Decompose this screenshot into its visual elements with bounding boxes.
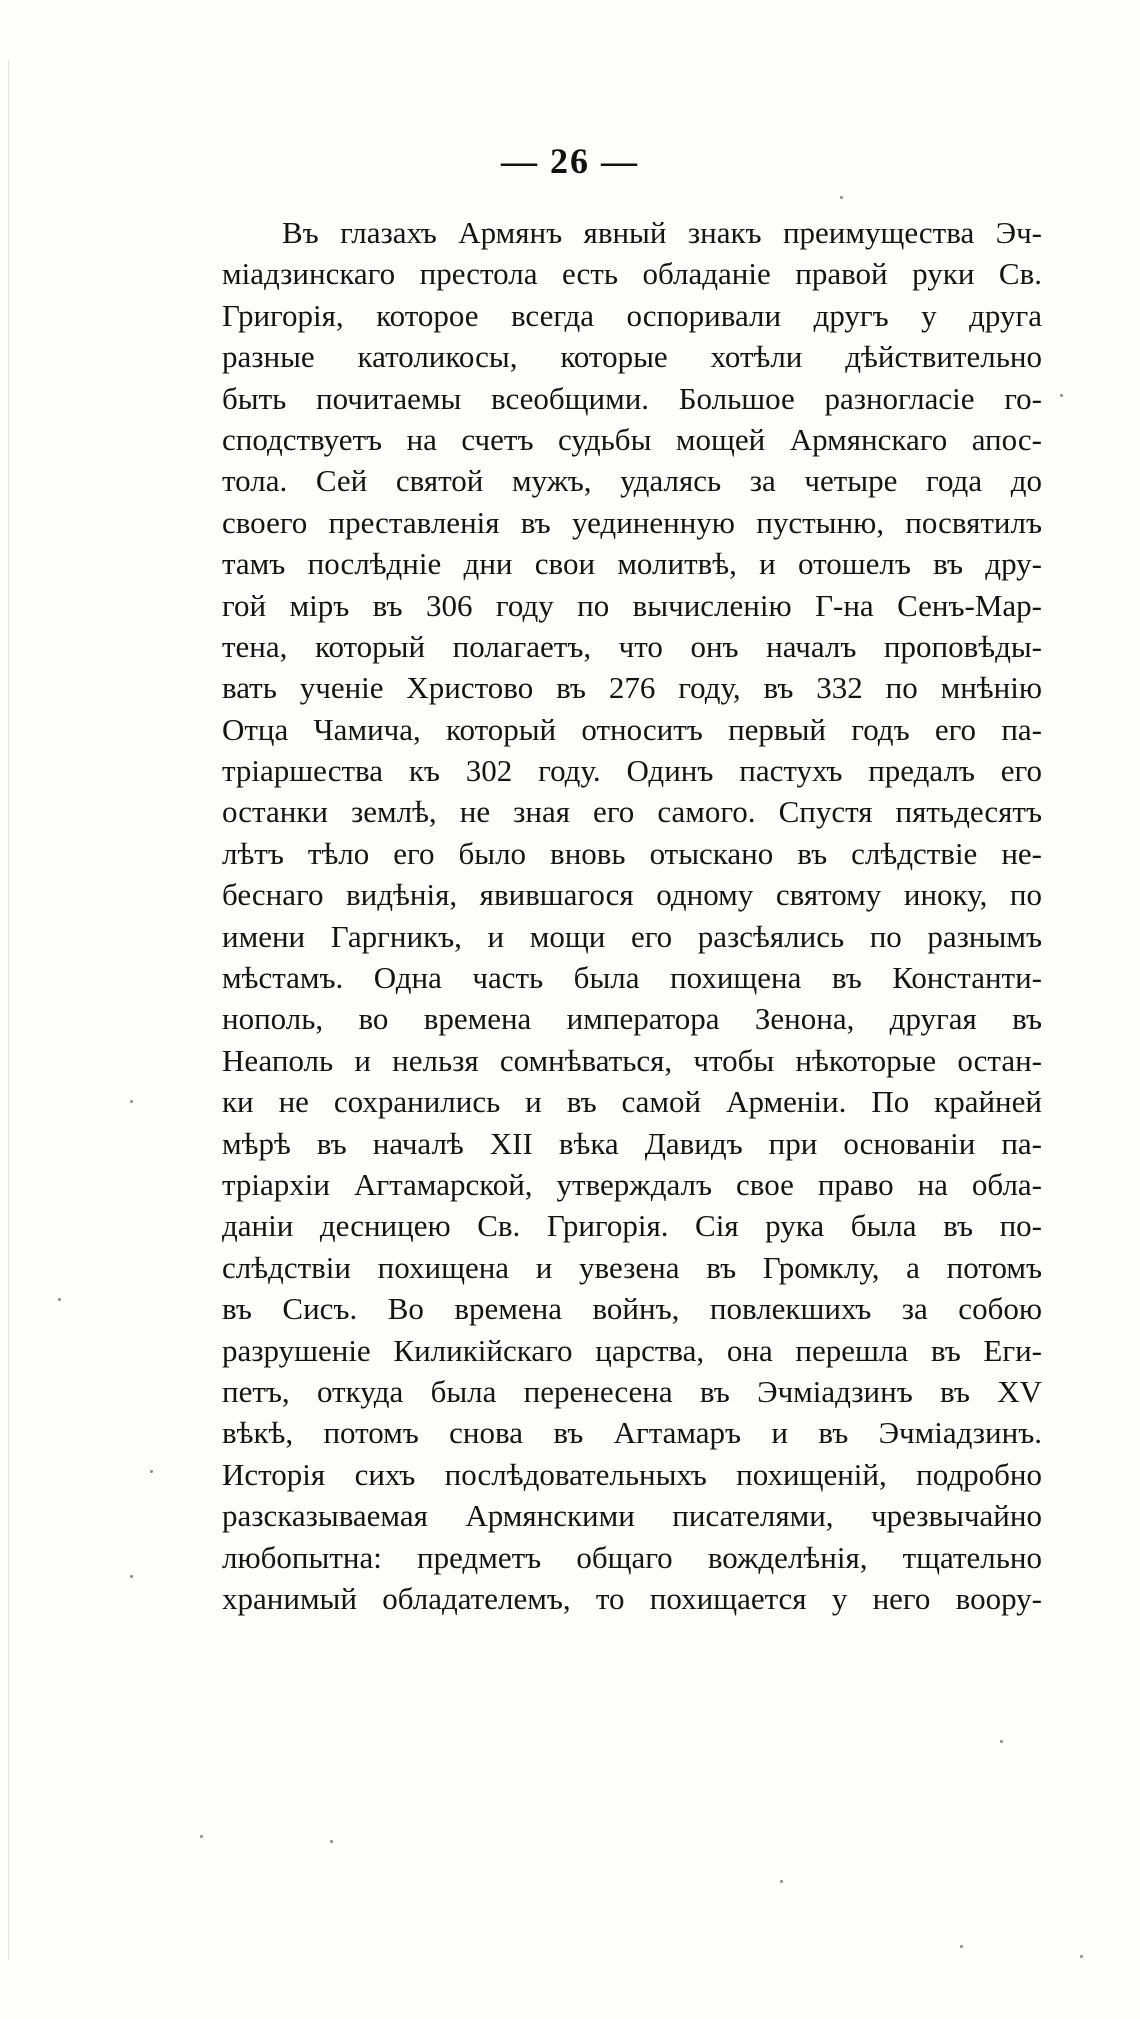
text-line: лѣтъ тѣло его было вновь отыскано въ слѣдствіе не- [222,835,1042,871]
text-line: тола. Сей святой мужъ, удалясь за четыре года до [222,463,1042,499]
scan-speck [1080,1955,1083,1958]
scan-speck [150,1470,153,1473]
text-line: мѣстамъ. Одна часть была похищена въ Константи- [222,960,1042,996]
body-text [222,212,1042,1619]
text-line: Въ глазахъ Армянъ явный знакъ преимущества Эч- [282,215,1042,250]
text-line: слѣдствіи похищена и увезена въ Громклу, а потомъ [222,1249,1042,1285]
text-line: мѣрѣ въ началѣ XII вѣка Давидъ при основаніи па- [222,1125,1042,1161]
text-line: останки землѣ, не зная его самого. Спустя пятьдесятъ [222,794,1042,830]
text-line: имени Гаргникъ, и мощи его разсѣялись по разнымъ [222,918,1042,954]
text-line: міадзинскаго престола есть обладаніе правой руки Св. [222,256,1042,292]
text-line: тамъ послѣдніе дни свои молитвѣ, и отошелъ въ дру- [222,546,1042,582]
text-line: даніи десницею Св. Григорія. Сія рука была въ по- [222,1208,1042,1244]
scan-speck [780,1880,783,1883]
text-line: гой міръ въ 306 году по вычисленію Г-на Сенъ-Мар- [222,587,1042,623]
page-number: — 26 — [501,141,639,181]
text-line: нополь, во времена императора Зенона, другая въ [222,1001,1042,1037]
text-line: Григорія, которое всегда оспоривали другъ у друга [222,297,1042,333]
text-line: беснаго видѣнія, явившагося одному святому иноку, по [222,877,1042,913]
scan-speck [130,1575,133,1578]
scan-speck [840,196,843,199]
text-line: тріархіи Агтамарской, утверждалъ свое право на обла- [222,1166,1042,1202]
text-line: Отца Чамича, который относитъ первый годъ его па- [222,711,1042,747]
text-line: ки не сохранились и въ самой Арменіи. По крайней [222,1084,1042,1120]
text-line: Исторія сихъ послѣдовательныхъ похищеній, подробно [222,1456,1042,1492]
text-line: своего преставленія въ уединенную пустыню, посвятилъ [222,504,1042,540]
page-edge-line [8,60,9,1960]
text-line: разрушеніе Киликійскаго царства, она перешла въ Еги- [222,1332,1042,1368]
scan-speck [200,1835,203,1838]
text-line: петъ, откуда была перенесена въ Эчміадзинъ въ XV [222,1373,1042,1409]
scan-speck [1060,394,1063,397]
scan-speck [960,1945,963,1948]
text-line: хранимый обладателемъ, то похищается у него воору- [222,1580,1042,1616]
text-line: вѣкѣ, потомъ снова въ Агтамаръ и въ Эчміадзинъ. [222,1415,1042,1451]
scan-speck [130,1100,133,1103]
text-line: тріаршества къ 302 году. Одинъ пастухъ предалъ его [222,753,1042,789]
text-line: Неаполь и нельзя сомнѣваться, чтобы нѣкоторые остан- [222,1042,1042,1078]
text-line: тена, который полагаетъ, что онъ началъ проповѣды- [222,628,1042,664]
text-line: вать ученіе Христово въ 276 году, въ 332 по мнѣнію [222,670,1042,706]
text-line: въ Сисъ. Во времена войнъ, повлекшихъ за собою [222,1291,1042,1327]
text-line: любопытна: предметъ общаго вожделѣнія, тщательно [222,1539,1042,1575]
text-line: сподствуетъ на счетъ судьбы мощей Армянскаго апос- [222,421,1042,457]
scan-speck [330,1840,333,1843]
scan-speck [58,1298,61,1301]
text-line: разсказываемая Армянскими писателями, чрезвычайно [222,1498,1042,1534]
text-line: разные католикосы, которые хотѣли дѣйствительно [222,339,1042,375]
scan-speck [1000,1740,1003,1743]
text-line: быть почитаемы всеобщими. Большое разногласіе го- [222,380,1042,416]
